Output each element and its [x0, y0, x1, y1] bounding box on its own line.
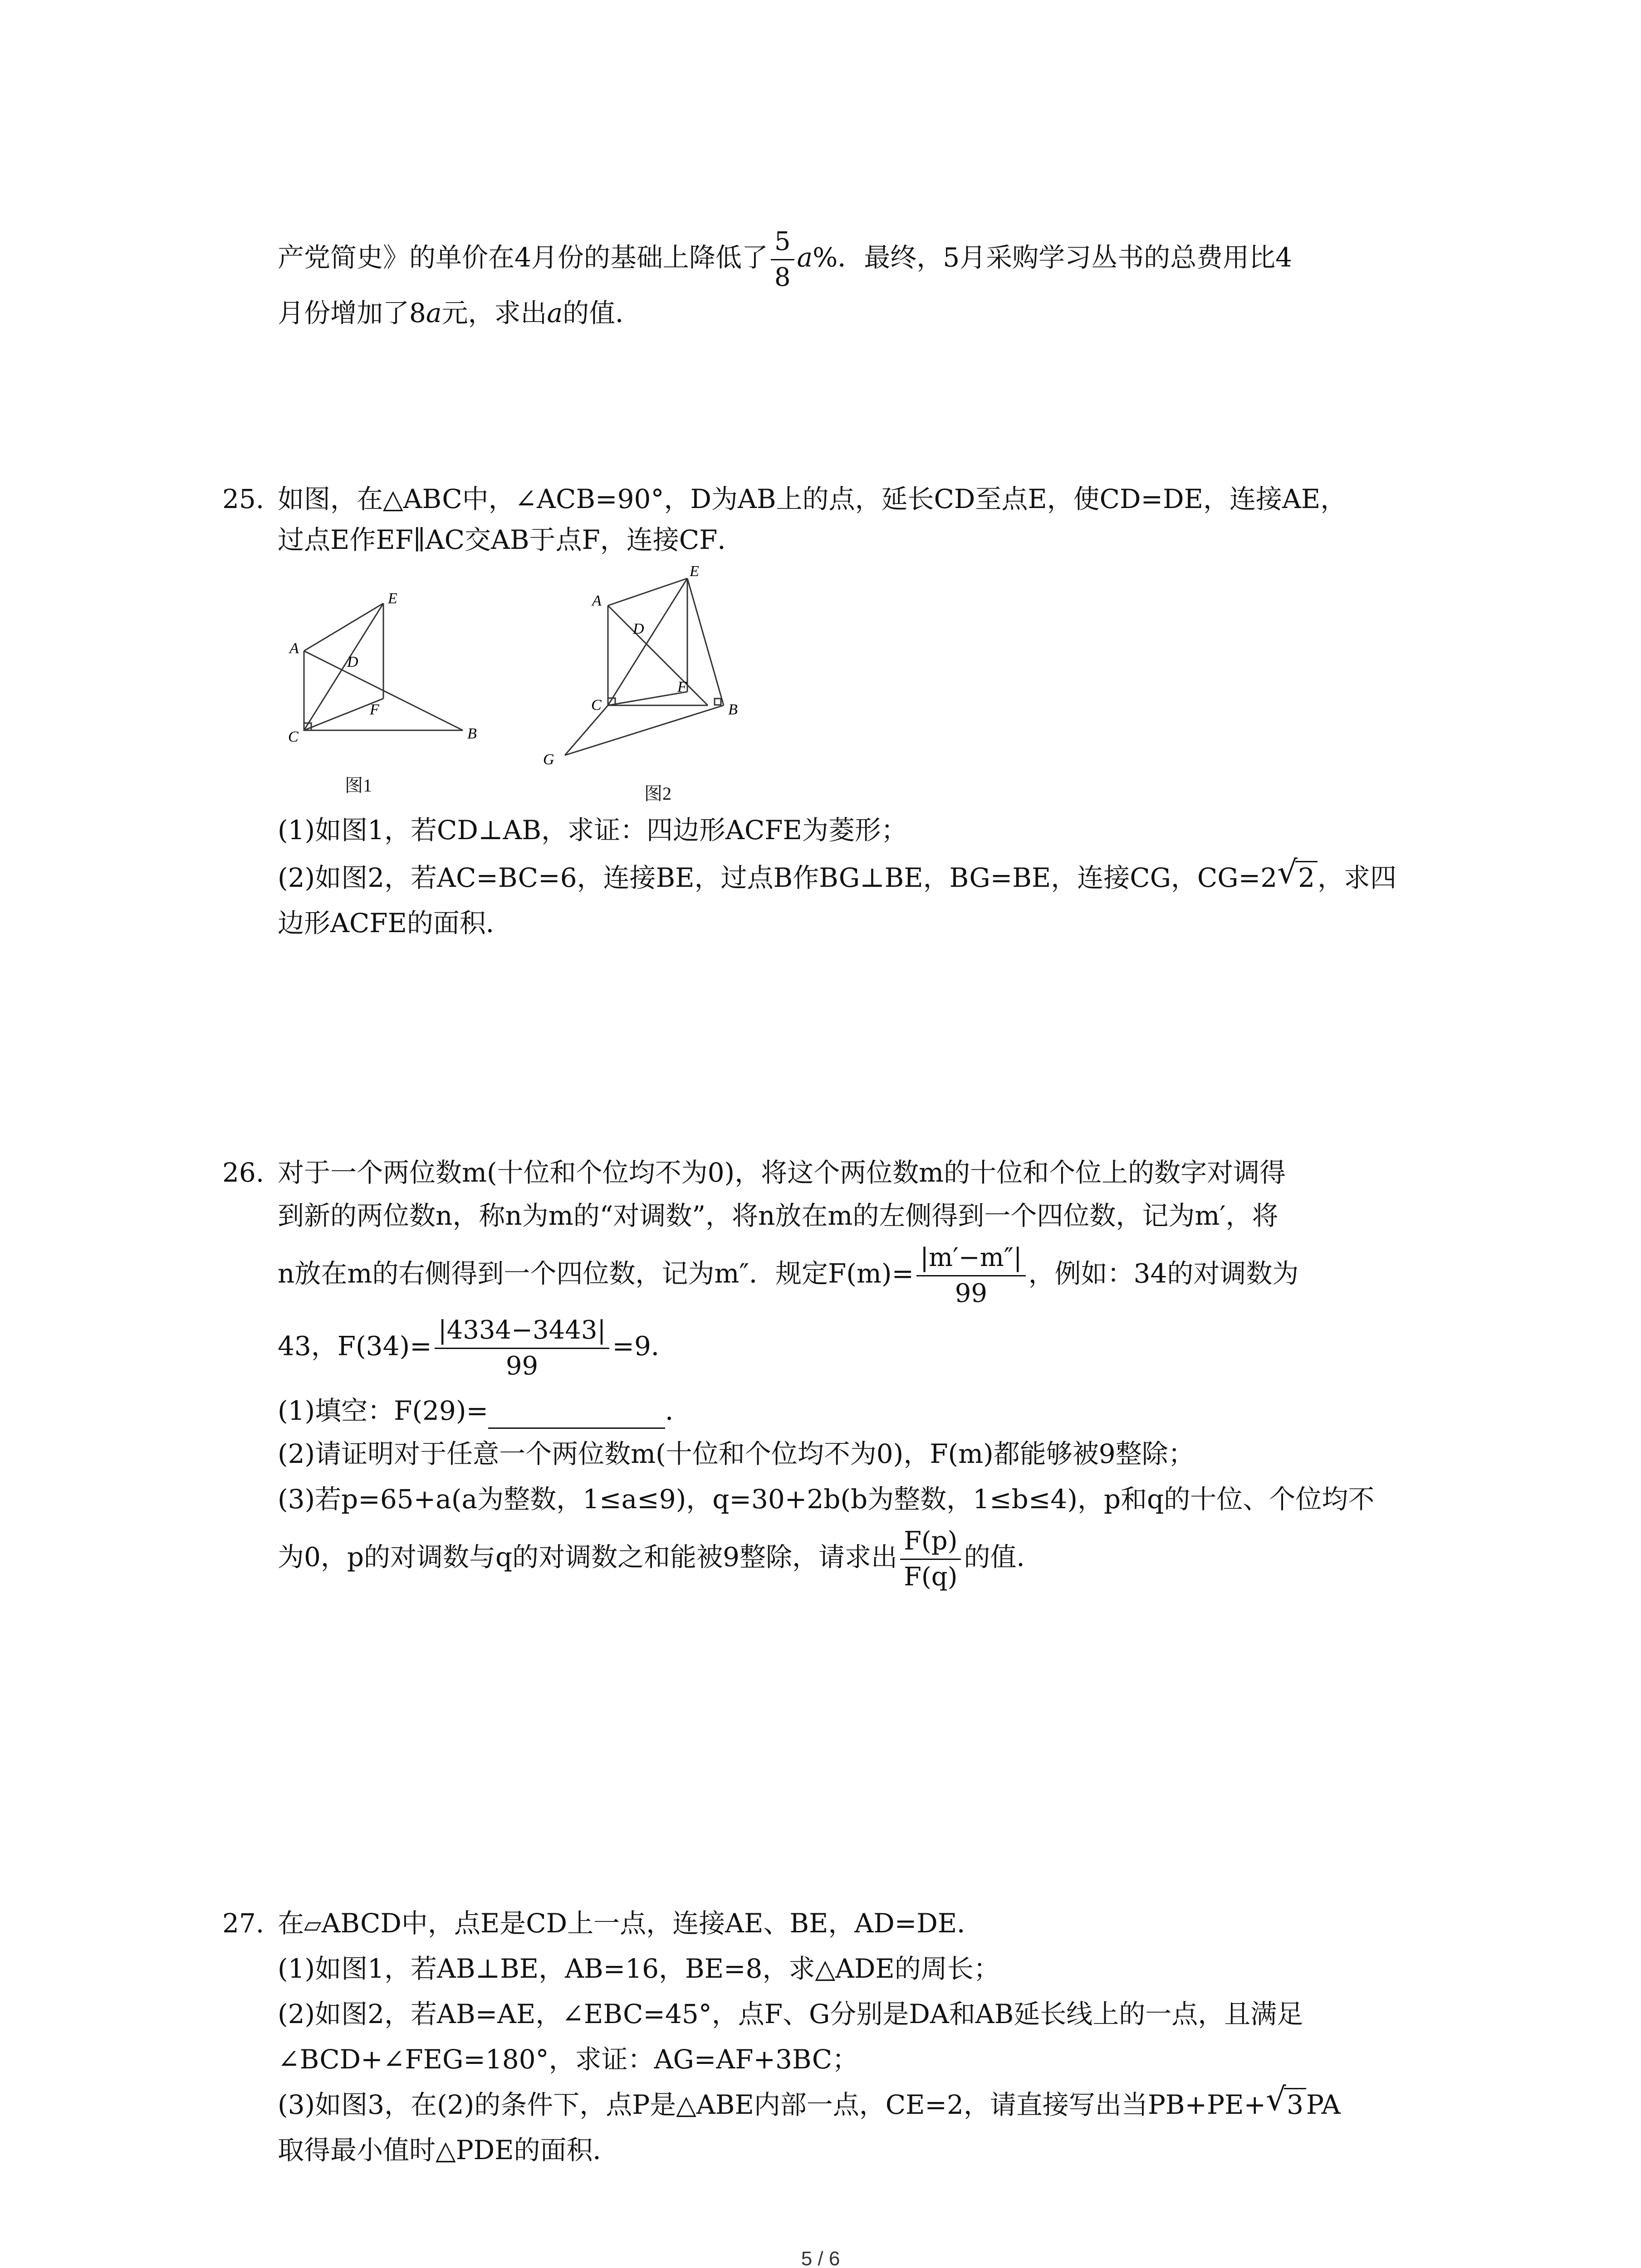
point-e-label: E — [388, 590, 397, 607]
fraction-f-m: $\frac{|m'-m''|}{99}$ — [916, 1245, 1026, 1306]
point-c-label: C — [288, 728, 299, 745]
segment-cf — [608, 692, 687, 705]
fraction-fp-fq: $\frac{F(p)}{F(q)}$ — [900, 1529, 961, 1590]
segment-ae — [608, 578, 687, 606]
q25-line-2: 过点E作EF∥AC交AB于点F，连接CF． — [278, 524, 744, 555]
point-b-label: B — [728, 701, 738, 718]
segment-ce — [608, 578, 687, 705]
q25-part-1: (1)如图1，若CD⊥AB，求证：四边形ACFE为菱形； — [278, 815, 907, 846]
q25-part-2-line-2: 边形ACFE的面积． — [278, 908, 512, 938]
segment-ab — [608, 606, 708, 705]
point-d-label: D — [633, 621, 644, 637]
page-number: 5 / 6 — [801, 2248, 840, 2268]
q27-part-2-line-1: (2)如图2，若AB=AE，∠EBC=45°，点F、G分别是DA和AB延长线上的一点，且满足 — [278, 1999, 1303, 2029]
segment-be — [687, 578, 724, 705]
q26-part-3-line-2: 为0，p的对调数与q的对调数之和能被9整除，请求出 $\frac{F(p)}{F(q)}$ 的值． — [278, 1526, 1043, 1592]
point-f-label: F — [677, 679, 687, 695]
figure-1-caption: 图1 — [345, 775, 372, 796]
q24-line-2: 月份增加了8a元，求出a的值． — [278, 298, 642, 328]
q27-part-1: (1)如图1，若AB⊥BE，AB=16，BE=8，求△ADE的周长； — [278, 1953, 1000, 1984]
question-number-26: 26. — [222, 1157, 265, 1188]
q26-line-3: n放在m的右侧得到一个四位数，记为m″．规定F(m)= $\frac{|m'-m''|}{99}$ ，例如：34的对调数为 — [278, 1243, 1299, 1308]
point-d-label: D — [347, 654, 358, 670]
q27-line-1: 在▱ABCD中，点E是CD上一点，连接AE、BE，AD=DE． — [278, 1908, 984, 1939]
q24-line-1: 产党简史》的单价在4月份的基础上降低了 $\frac{5}{8}$ a%．最终，5月采购学习丛书的总费用比4 — [278, 227, 1293, 292]
q25-part-2-line-1: (2)如图2，若AC=BC=6，连接BE，过点B作BG⊥BE，BG=BE，连接CG，CG=2 √ 2 ，求四 — [278, 860, 1396, 896]
point-c-label: C — [591, 697, 602, 714]
parallelogram-symbol: ▱ — [304, 1911, 322, 1938]
q26-line-2: 到新的两位数n，称n为m的“对调数”，将n放在m的左侧得到一个四位数，记为m′，将 — [278, 1200, 1279, 1231]
sqrt-three: √ 3 — [1266, 2087, 1306, 2123]
segment-ae — [304, 603, 383, 651]
sqrt-two: √ 2 — [1277, 860, 1318, 896]
q27-part-3-line-1: (3)如图3，在(2)的条件下，点P是△ABE内部一点，CE=2，请直接写出当PB+PE+ √ 3 PA — [278, 2087, 1341, 2123]
point-e-label: E — [690, 563, 699, 580]
q26-line-4: 43，F(34)= $\frac{|4334-3443|}{99}$ =9． — [278, 1315, 677, 1381]
point-f-label: F — [370, 701, 379, 718]
fraction-f-34: $\frac{|4334-3443|}{99}$ — [435, 1318, 610, 1379]
q27-part-2-line-2: ∠BCD+∠FEG=180°，求证：AG=AF+3BC； — [278, 2044, 859, 2075]
figure-2-caption: 图2 — [644, 783, 671, 804]
q27-part-3-line-2: 取得最小值时△PDE的面积． — [278, 2135, 619, 2165]
q26-line-1: 对于一个两位数m(十位和个位均不为0)，将这个两位数m的十位和个位上的数字对调得 — [278, 1157, 1286, 1188]
q26-part-2: (2)请证明对于任意一个两位数m(十位和个位均不为0)，F(m)都能够被9整除； — [278, 1438, 1195, 1469]
figure-2-diagram — [533, 560, 760, 773]
point-g-label: G — [543, 751, 554, 768]
right-angle-mark-b — [715, 699, 721, 705]
point-a-label: A — [289, 640, 299, 657]
question-number-27: 27. — [222, 1908, 265, 1939]
question-number-25: 25. — [222, 484, 265, 514]
q25-line-1: 如图，在△ABC中，∠ACB=90°，D为AB上的点，延长CD至点E，使CD=DE，连接AE， — [278, 484, 1347, 514]
point-b-label: B — [467, 725, 477, 742]
fraction-five-eighths: $\frac{5}{8}$ — [771, 229, 794, 290]
answer-blank[interactable] — [488, 1405, 665, 1429]
q26-part-3-line-1: (3)若p=65+a(a为整数，1≤a≤9)，q=30+2b(b为整数，1≤b≤4)，p和q的十位、个位均不 — [278, 1484, 1375, 1515]
point-a-label: A — [592, 592, 602, 609]
segment-bg — [565, 705, 724, 755]
figure-1-diagram — [272, 581, 499, 762]
q26-part-1: (1)填空：F(29)= ． — [278, 1393, 691, 1429]
